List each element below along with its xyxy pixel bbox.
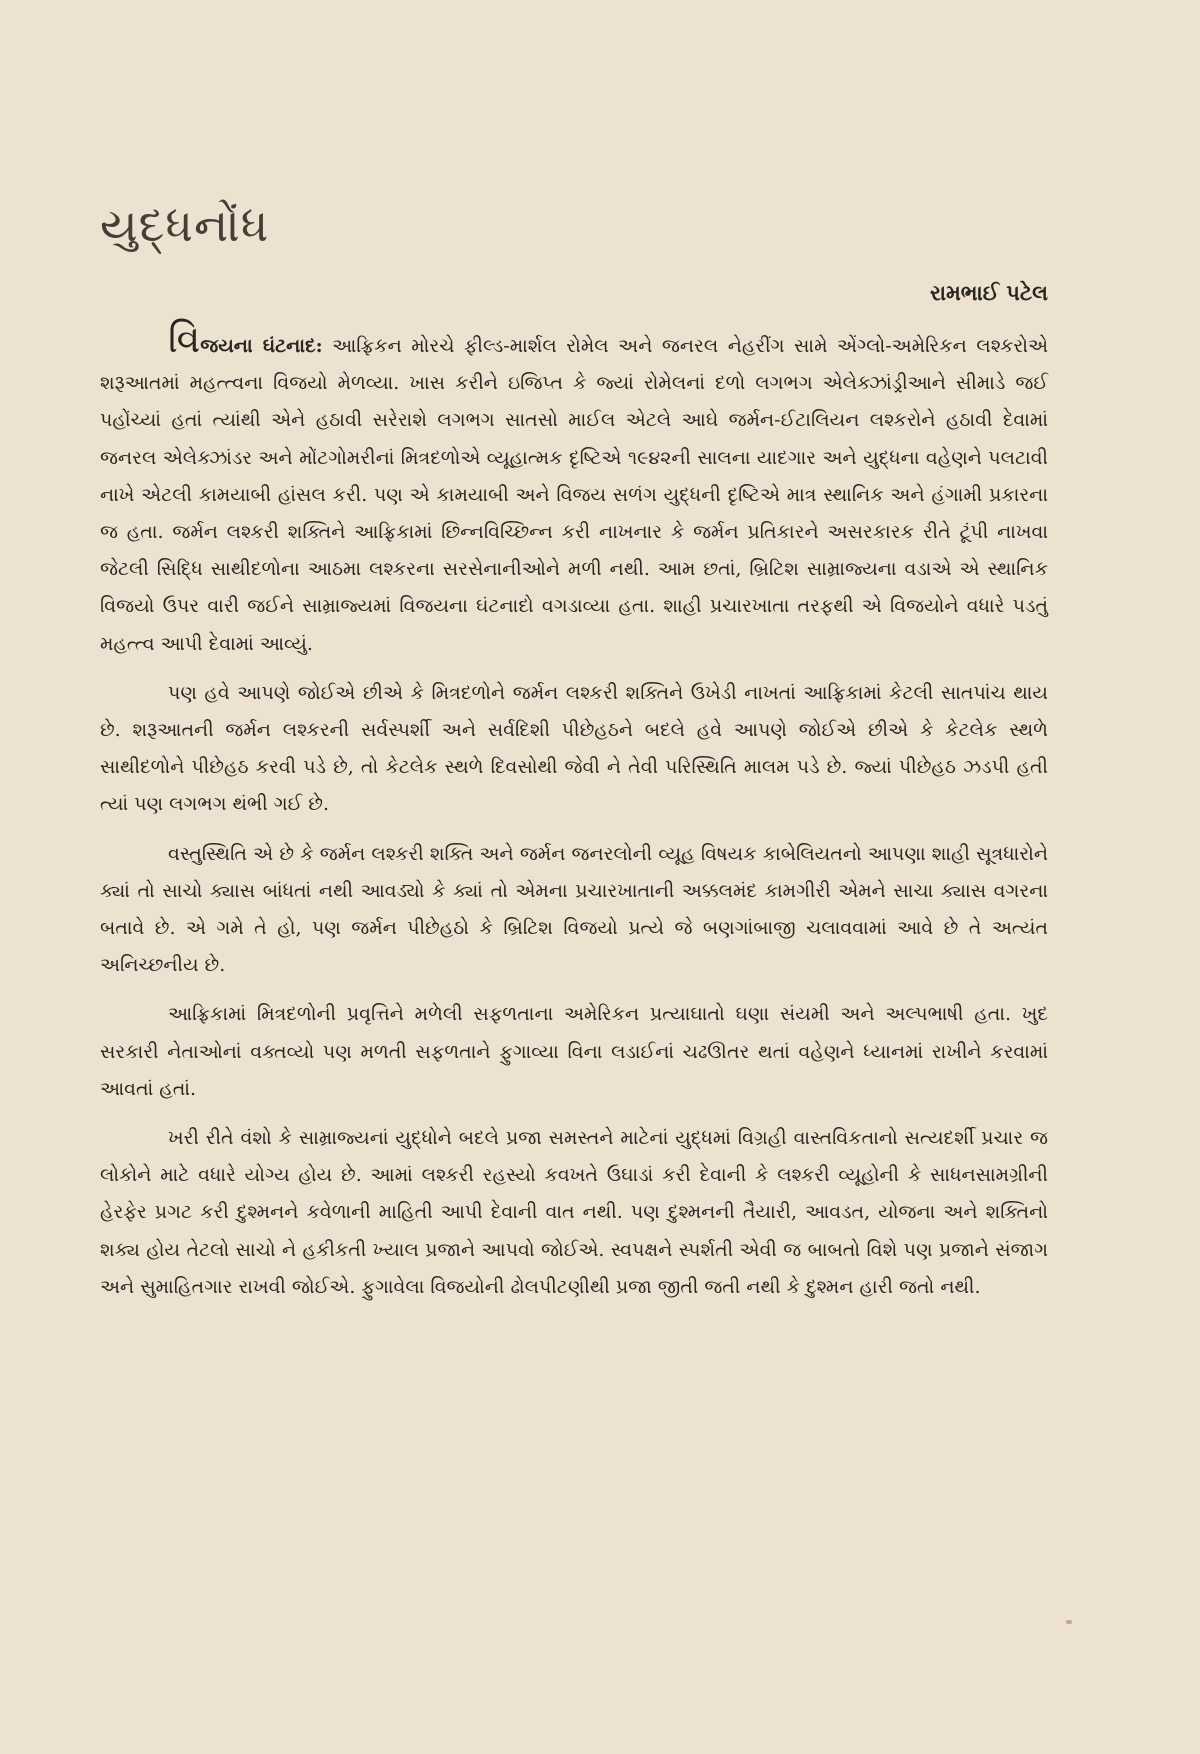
paragraph-1 — [100, 316, 1048, 663]
author-byline: રામભાઈ પટેલ — [929, 279, 1048, 305]
drop-cap: વિ — [168, 316, 201, 361]
paragraph-lead: જયના ઘંટનાદ: — [200, 334, 323, 357]
paragraph-2: પણ હવે આપણે જોઈએ છીએ કે મિત્રદળોને જર્મન લશ્કરી શક્તિને ઉખેડી નાખતાં આફ્રિકામાં કેટલી સાતપાંચ થાય છે. શરૂઆતની જર્મન લશ્કરની સર્વસ્પર્શી અને સર્વદિશી પીછેહઠને બદલે હવે આપણે જોઈએ છીએ કે કેટલેક સ્થળે સાથીદળોને પીછેહઠ કરવી પડે છે, તો કેટલેક સ્થળે દિવસોથી જેવી ને તેવી પરિસ્થિતિ માલમ પડે છે. જ્યાં પીછેહઠ ઝડપી હતી ત્યાં પણ લગભગ થંભી ગઈ છે. — [100, 681, 1048, 816]
paragraph-3: વસ્તુસ્થિતિ એ છે કે જર્મન લશ્કરી શક્તિ અને જર્મન જનરલોની વ્યૂહ વિષયક કાબેલિયતનો આપણા શાહી સૂત્રધારોને ક્યાં તો સાચો ક્યાસ બાંધતાં નથી આવડ્યો કે ક્યાં તો એમના પ્રચારખાતાની અક્કલમંદ કામગીરી એમને સાચા ક્યાસ વગરના બતાવે છે. એ ગમે તે હો, પણ જર્મન પીછેહઠો કે બ્રિટિશ વિજયો પ્રત્યે જે બણગાંબાજી ચલાવવામાં આવે છે તે અત્યંત અનિચ્છનીય છે. — [100, 842, 1048, 977]
paragraph-5: ખરી રીતે વંશો કે સામ્રાજ્યનાં યુદ્ધોને બદલે પ્રજા સમસ્તને માટેનાં યુદ્ધમાં વિગ્રહી વાસ્તવિકતાનો સત્યદર્શી પ્રચાર જ લોકોને માટે વધારે યોગ્ય હોય છે. આમાં લશ્કરી રહસ્યો કવખતે ઉઘાડાં કરી દેવાની કે લશ્કરી વ્યૂહોની કે સાધનસામગ્રીની હેરફેર પ્રગટ કરી દુશ્મનને કવેળાની માહિતી આપી દેવાની વાત નથી. પણ દુશ્મનની તૈયારી, આવડત, યોજના અને શક્તિનો શક્ય હોય તેટલો સાચો ને હકીકતી ખ્યાલ પ્રજાને આપવો જોઈએ. સ્વપક્ષને સ્પર્શતી એવી જ બાબતો વિશે પણ પ્રજાને સંજાગ અને સુમાહિતગાર રાખવી જોઈએ. ફુગાવેલા વિજયોની ઢોલપીટણીથી પ્રજા જીતી જતી નથી કે દુશ્મન હારી જતો નથી. — [100, 1126, 1048, 1298]
paper-mark — [1066, 1620, 1072, 1624]
article-title: યુદ્ધનોંધ — [100, 198, 270, 252]
paragraph-4: આફ્રિકામાં મિત્રદળોની પ્રવૃત્તિને મળેલી સફળતાના અમેરિકન પ્રત્યાઘાતો ઘણા સંયમી અને અલ્પભાષી હતા. ખુદ સરકારી નેતાઓનાં વક્તવ્યો પણ મળતી સફળતાને ફુગાવ્યા વિના લડાઈનાં ચઢઊતર થતાં વહેણને ધ્યાનમાં રાખીને કરવામાં આવતાં હતાં. — [100, 1003, 1048, 1100]
paragraph-1-text: આફ્રિકન મોરચે ફીલ્ડ-માર્શલ રોમેલ અને જનરલ નેહરીંગ સામે એંગ્લો-અમેરિકન લશ્કરોએ શરૂઆતમાં મહત્ત્વના વિજયો મેળવ્યા. ખાસ કરીને ઇજિપ્ત કે જ્યાં રોમેલનાં દળો લગભગ એલેક્ઝાંડ્રીઆને સીમાડે જઈ પહોંચ્યાં હતાં ત્યાંથી એને હઠાવી સરેરાશે લગભગ સાતસો માઈલ એટલે આઘે જર્મન-ઈટાલિયન લશ્કરોને હઠાવી દેવામાં જનરલ એલેક્ઝાંડર અને મોંટગોમરીનાં મિત્રદળોએ વ્યૂહાત્મક દૃષ્ટિએ ૧૯૪૨ની સાલના યાદગાર અને યુદ્ધના વહેણને પલટાવી નાખે એટલી કામયાબી હાંસલ કરી. પણ એ કામયાબી અને વિજય સળંગ યુદ્ધની દૃષ્ટિએ માત્ર સ્થાનિક અને હંગામી પ્રકારના જ હતા. જર્મન લશ્કરી શક્તિને આફ્રિકામાં છિન્નવિચ્છિન્ન કરી નાખનાર કે જર્મન પ્રતિકારને અસરકારક રીતે ટૂંપી નાખવા જેટલી સિદ્ધિ સાથીદળોના આઠમા લશ્કરના સરસેનાનીઓને મળી નથી. આમ છતાં, બ્રિટિશ સામ્રાજ્યના વડાએ એ સ્થાનિક વિજયો ઉપર વારી જઈને સામ્રાજ્યમાં વિજયના ઘંટનાદો વગડાવ્યા હતા. શાહી પ્રચારખાતા તરફથી એ વિજયોને વધારે પડતું મહત્ત્વ આપી દેવામાં આવ્યું. — [100, 334, 1048, 655]
